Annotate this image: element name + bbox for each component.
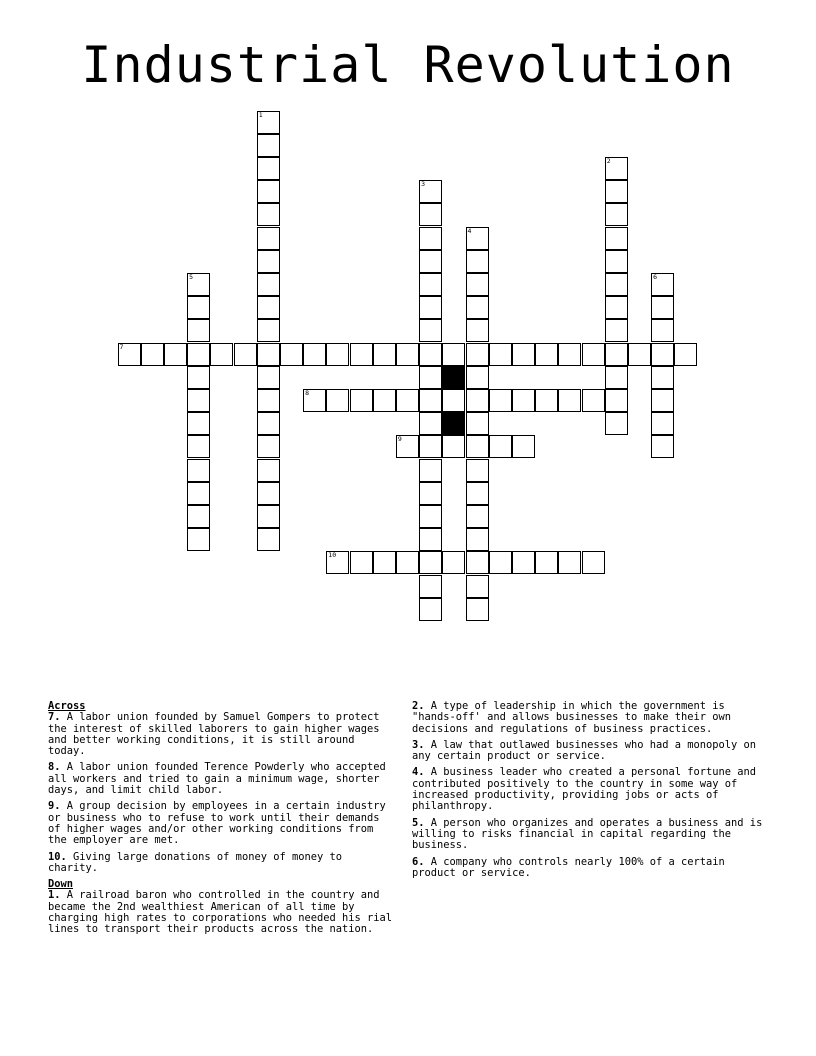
grid-cell[interactable] bbox=[187, 412, 210, 435]
clue-item-text: A railroad baron who controlled in the country and became the 2nd wealthiest American of all time by charging high rates to corporations who needed his rial lines to transport their products across the nation. bbox=[48, 889, 393, 936]
grid-cell[interactable] bbox=[257, 435, 280, 458]
grid-cell[interactable] bbox=[373, 343, 396, 366]
clue-item bbox=[412, 740, 768, 763]
clue-item-number: 4. bbox=[412, 766, 425, 779]
clue-item-number: 6. bbox=[412, 855, 425, 868]
grid-cell[interactable] bbox=[419, 180, 442, 203]
grid-cell[interactable] bbox=[651, 389, 674, 412]
clue-item bbox=[48, 801, 396, 846]
grid-cell[interactable] bbox=[187, 528, 210, 551]
grid-cell[interactable] bbox=[466, 389, 489, 412]
clue-number: 5 bbox=[189, 272, 194, 281]
grid-cell[interactable] bbox=[466, 575, 489, 598]
grid-cell[interactable] bbox=[605, 389, 628, 412]
black-square bbox=[442, 412, 465, 435]
grid-cell[interactable] bbox=[489, 343, 512, 366]
clue-item-text: Giving large donations of money of money to charity. bbox=[48, 850, 343, 874]
grid-cell[interactable] bbox=[419, 459, 442, 482]
grid-cell[interactable] bbox=[512, 551, 535, 574]
grid-cell[interactable] bbox=[257, 250, 280, 273]
grid-cell[interactable] bbox=[605, 366, 628, 389]
clue-item-text: A labor union founded Terence Powderly who accepted all workers and tried to gain a minimum wage, shorter days, and limit child labor. bbox=[48, 761, 386, 797]
grid-cell[interactable] bbox=[419, 343, 442, 366]
clue-item-number: 2. bbox=[412, 700, 425, 712]
clue-item-text: A business leader who created a personal fortune and contributed positively to the country in some way of increased productivity, providing jobs or acts of philanthropy. bbox=[412, 766, 757, 813]
clue-number: 10 bbox=[328, 551, 337, 560]
clue-item-number: 3. bbox=[412, 738, 425, 751]
grid-cell[interactable] bbox=[141, 343, 164, 366]
grid-cell[interactable] bbox=[651, 435, 674, 458]
grid-cell[interactable] bbox=[419, 482, 442, 505]
clue-item-number: 9. bbox=[48, 800, 61, 813]
grid-cell[interactable] bbox=[466, 482, 489, 505]
grid-cell[interactable] bbox=[582, 343, 605, 366]
grid-cell[interactable] bbox=[466, 296, 489, 319]
grid-cell[interactable] bbox=[651, 343, 674, 366]
grid-cell[interactable] bbox=[605, 412, 628, 435]
grid-cell[interactable] bbox=[373, 551, 396, 574]
grid-cell[interactable] bbox=[326, 389, 349, 412]
grid-cell[interactable] bbox=[257, 482, 280, 505]
grid-cell[interactable] bbox=[466, 273, 489, 296]
grid-cell[interactable] bbox=[234, 343, 257, 366]
clue-item-number: 5. bbox=[412, 816, 425, 829]
grid-cell[interactable] bbox=[442, 343, 465, 366]
grid-cell[interactable] bbox=[419, 319, 442, 342]
grid-cell[interactable] bbox=[605, 319, 628, 342]
grid-cell[interactable] bbox=[535, 389, 558, 412]
grid-cell[interactable] bbox=[419, 250, 442, 273]
grid-cell[interactable] bbox=[257, 134, 280, 157]
grid-cell[interactable] bbox=[257, 505, 280, 528]
clue-number: 2 bbox=[606, 156, 611, 165]
clue-item bbox=[48, 712, 396, 757]
grid-cell[interactable] bbox=[466, 528, 489, 551]
grid-cell[interactable] bbox=[605, 343, 628, 366]
grid-cell[interactable] bbox=[489, 389, 512, 412]
grid-cell[interactable] bbox=[466, 435, 489, 458]
black-square bbox=[442, 366, 465, 389]
grid-cell[interactable] bbox=[605, 250, 628, 273]
clue-number: 6 bbox=[653, 272, 658, 281]
clue-item bbox=[412, 818, 768, 852]
clue-number: 3 bbox=[421, 180, 426, 189]
grid-cell[interactable] bbox=[350, 551, 373, 574]
grid-cell[interactable] bbox=[187, 366, 210, 389]
grid-cell[interactable] bbox=[187, 343, 210, 366]
grid-cell[interactable] bbox=[257, 343, 280, 366]
grid-cell[interactable] bbox=[419, 575, 442, 598]
grid-cell[interactable] bbox=[257, 459, 280, 482]
grid-cell[interactable] bbox=[512, 435, 535, 458]
grid-cell[interactable] bbox=[582, 551, 605, 574]
grid-cell[interactable] bbox=[257, 389, 280, 412]
grid-cell[interactable] bbox=[466, 459, 489, 482]
grid-cell[interactable] bbox=[187, 459, 210, 482]
grid-cell[interactable] bbox=[350, 343, 373, 366]
clue-item-text: A group decision by employees in a certain industry or business who to refuse to work until their demands of higher wages and/or other working conditions from the employer are met. bbox=[48, 800, 386, 847]
grid-cell[interactable] bbox=[187, 505, 210, 528]
grid-cell[interactable] bbox=[257, 366, 280, 389]
grid-cell[interactable] bbox=[442, 389, 465, 412]
grid-cell[interactable] bbox=[280, 343, 303, 366]
grid-cell[interactable] bbox=[535, 343, 558, 366]
grid-cell[interactable] bbox=[466, 227, 489, 250]
grid-cell[interactable] bbox=[326, 343, 349, 366]
grid-cell[interactable] bbox=[419, 528, 442, 551]
grid-cell[interactable] bbox=[466, 551, 489, 574]
grid-cell[interactable] bbox=[396, 551, 419, 574]
grid-cell[interactable] bbox=[350, 389, 373, 412]
grid-cell[interactable] bbox=[466, 343, 489, 366]
grid-cell[interactable] bbox=[419, 551, 442, 574]
grid-cell[interactable] bbox=[373, 389, 396, 412]
grid-cell[interactable] bbox=[187, 296, 210, 319]
grid-cell[interactable] bbox=[396, 343, 419, 366]
grid-cell[interactable] bbox=[326, 551, 349, 574]
grid-cell[interactable] bbox=[257, 273, 280, 296]
grid-cell[interactable] bbox=[187, 273, 210, 296]
clue-item-text: A type of leadership in which the government is "hands-off' and allows businesses to make their own decisions and regulations of business practices. bbox=[412, 700, 732, 735]
grid-cell[interactable] bbox=[466, 505, 489, 528]
grid-cell[interactable] bbox=[419, 412, 442, 435]
grid-cell[interactable] bbox=[257, 180, 280, 203]
clue-item-number: 7. bbox=[48, 711, 61, 724]
grid-cell[interactable] bbox=[466, 319, 489, 342]
grid-cell[interactable] bbox=[257, 528, 280, 551]
clue-item bbox=[412, 701, 768, 735]
grid-cell[interactable] bbox=[651, 319, 674, 342]
grid-cell[interactable] bbox=[210, 343, 233, 366]
clue-number: 9 bbox=[397, 435, 402, 444]
grid-cell[interactable] bbox=[187, 319, 210, 342]
clue-item-text: A company who controls nearly 100% of a certain product or service. bbox=[412, 855, 725, 879]
grid-cell[interactable] bbox=[651, 296, 674, 319]
grid-cell[interactable] bbox=[466, 598, 489, 621]
grid-cell[interactable] bbox=[605, 180, 628, 203]
grid-cell[interactable] bbox=[605, 273, 628, 296]
grid-cell[interactable] bbox=[419, 203, 442, 226]
grid-cell[interactable] bbox=[396, 435, 419, 458]
clue-number: 8 bbox=[305, 388, 310, 397]
grid-cell[interactable] bbox=[187, 482, 210, 505]
grid-cell[interactable] bbox=[582, 389, 605, 412]
grid-cell[interactable] bbox=[419, 598, 442, 621]
grid-cell[interactable] bbox=[512, 389, 535, 412]
grid-cell[interactable] bbox=[466, 412, 489, 435]
clue-item-text: A labor union founded by Samuel Gompers to protect the interest of skilled laborers to gain higher wages and better working conditions, it is still around today. bbox=[48, 711, 380, 758]
grid-cell[interactable] bbox=[489, 435, 512, 458]
clue-item-text: A law that outlawed businesses who had a monopoly on any certain product or service. bbox=[412, 738, 757, 763]
clue-item-number: 1. bbox=[48, 889, 61, 902]
grid-cell[interactable] bbox=[605, 296, 628, 319]
grid-cell[interactable] bbox=[257, 157, 280, 180]
grid-cell[interactable] bbox=[605, 227, 628, 250]
grid-cell[interactable] bbox=[257, 111, 280, 134]
clue-number: 1 bbox=[258, 110, 263, 119]
grid-cell[interactable] bbox=[442, 551, 465, 574]
grid-cell[interactable] bbox=[164, 343, 187, 366]
grid-cell[interactable] bbox=[257, 296, 280, 319]
puzzle-title: Industrial Revolution bbox=[81, 36, 735, 94]
grid-cell[interactable] bbox=[558, 551, 581, 574]
grid-cell[interactable] bbox=[257, 412, 280, 435]
grid-cell[interactable] bbox=[489, 551, 512, 574]
grid-cell[interactable] bbox=[419, 227, 442, 250]
grid-cell[interactable] bbox=[419, 273, 442, 296]
grid-cell[interactable] bbox=[257, 203, 280, 226]
clue-column-right bbox=[412, 701, 768, 884]
grid-cell[interactable] bbox=[257, 319, 280, 342]
grid-cell[interactable] bbox=[257, 227, 280, 250]
grid-cell[interactable] bbox=[651, 273, 674, 296]
grid-cell[interactable] bbox=[419, 435, 442, 458]
clue-item-number: 10. bbox=[48, 850, 67, 863]
clue-item-number: 8. bbox=[48, 761, 61, 774]
grid-cell[interactable] bbox=[466, 366, 489, 389]
grid-cell[interactable] bbox=[558, 389, 581, 412]
clue-item bbox=[48, 762, 396, 796]
grid-cell[interactable] bbox=[187, 389, 210, 412]
grid-cell[interactable] bbox=[419, 505, 442, 528]
clue-item-text: A person who organizes and operates a business and is willing to risks financial in capital regarding the business. bbox=[412, 816, 763, 852]
clue-number: 7 bbox=[119, 342, 124, 351]
grid-cell[interactable] bbox=[466, 250, 489, 273]
down-heading: Down bbox=[48, 878, 74, 891]
grid-cell[interactable] bbox=[651, 366, 674, 389]
clue-item bbox=[48, 890, 396, 935]
clue-column-left bbox=[48, 701, 396, 941]
grid-cell[interactable] bbox=[558, 343, 581, 366]
grid-cell[interactable] bbox=[651, 412, 674, 435]
grid-cell[interactable] bbox=[419, 296, 442, 319]
grid-cell[interactable] bbox=[605, 157, 628, 180]
grid-cell[interactable] bbox=[512, 343, 535, 366]
clue-number: 4 bbox=[467, 226, 472, 235]
clue-item bbox=[412, 857, 768, 880]
grid-cell[interactable] bbox=[419, 389, 442, 412]
grid-cell[interactable] bbox=[396, 389, 419, 412]
across-heading: Across bbox=[48, 700, 86, 712]
grid-cell[interactable] bbox=[605, 203, 628, 226]
grid-cell[interactable] bbox=[118, 343, 141, 366]
grid-cell[interactable] bbox=[187, 435, 210, 458]
grid-cell[interactable] bbox=[535, 551, 558, 574]
clue-item bbox=[412, 767, 768, 812]
clue-item bbox=[48, 852, 396, 875]
grid-cell[interactable] bbox=[419, 366, 442, 389]
grid-cell[interactable] bbox=[628, 343, 651, 366]
grid-cell[interactable] bbox=[674, 343, 697, 366]
grid-cell[interactable] bbox=[303, 343, 326, 366]
grid-cell[interactable] bbox=[442, 435, 465, 458]
grid-cell[interactable] bbox=[303, 389, 326, 412]
